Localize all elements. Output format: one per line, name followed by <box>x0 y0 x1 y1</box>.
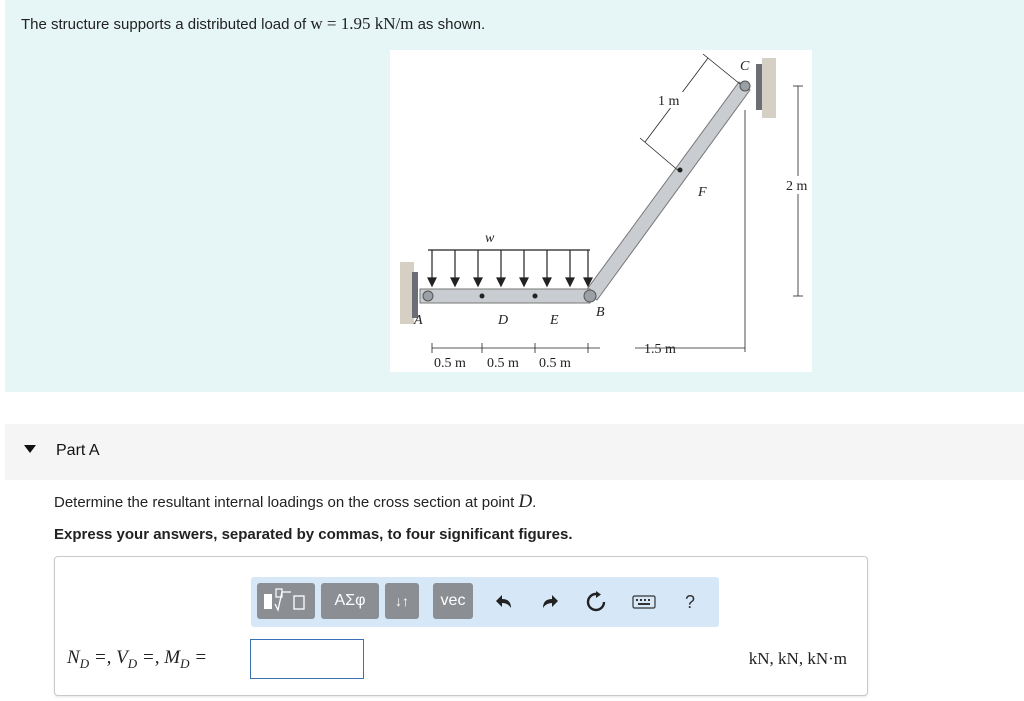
equals-sign: = <box>189 647 208 668</box>
pin-b <box>584 290 596 302</box>
vec-label: vec <box>440 592 466 609</box>
structure-figure <box>390 50 812 372</box>
reset-icon[interactable] <box>583 590 609 614</box>
answer-panel <box>54 556 868 696</box>
member-bc <box>585 82 750 300</box>
problem-statement <box>21 14 485 34</box>
dim-inclined: 1 m <box>658 94 680 109</box>
answer-input[interactable] <box>250 639 364 679</box>
left-wall <box>400 262 414 324</box>
greek-symbols-button[interactable] <box>321 583 379 619</box>
load-arrows <box>428 250 592 286</box>
statement-prefix: The structure supports a distributed load of <box>21 16 311 33</box>
pin-c <box>740 81 750 91</box>
redo-icon[interactable] <box>537 590 563 614</box>
dim-vertical: 2 m <box>786 179 808 194</box>
load-label: w <box>485 231 495 246</box>
label-a: A <box>414 313 423 328</box>
part-a-title: Part A <box>56 442 100 459</box>
subscript-superscript-button[interactable] <box>385 583 419 619</box>
vector-button[interactable] <box>433 583 473 619</box>
problem-panel <box>5 0 1024 392</box>
question-end: . <box>532 494 537 511</box>
help-button[interactable] <box>677 590 703 614</box>
answer-instruction: Express your answers, separated by commas, to four significant figures. <box>54 526 573 543</box>
greek-symbols-label: ΑΣφ <box>334 592 366 609</box>
v-subscript: D <box>127 655 138 671</box>
m-subscript: D <box>180 655 190 671</box>
n-subscript: D <box>79 655 90 671</box>
question-point: D <box>518 491 533 512</box>
arrows-label: ↓↑ <box>395 593 409 609</box>
m-symbol: M <box>164 647 181 668</box>
dim-seg1: 0.5 m <box>434 356 466 371</box>
statement-suffix: as shown. <box>413 16 486 33</box>
point-d-dot <box>480 294 485 299</box>
answer-units: kN, kN, kN·m <box>748 649 847 668</box>
dim-horizontal: 1.5 m <box>644 342 676 357</box>
label-d: D <box>498 313 509 328</box>
label-b: B <box>596 305 605 320</box>
sep-1: =, <box>89 647 117 668</box>
point-e-dot <box>533 294 538 299</box>
part-a-header[interactable] <box>5 424 1024 480</box>
dim-seg2: 0.5 m <box>487 356 519 371</box>
right-wall <box>762 58 776 118</box>
load-value: w = 1.95 kN/m <box>310 14 414 33</box>
dim-seg3: 0.5 m <box>539 356 571 371</box>
question-text <box>54 491 536 513</box>
label-c: C <box>740 59 750 74</box>
templates-icon <box>261 588 311 614</box>
left-wall-plate <box>412 272 418 318</box>
answer-variables-label <box>67 647 207 672</box>
keyboard-icon[interactable] <box>631 590 657 614</box>
collapse-triangle-icon[interactable] <box>24 445 36 453</box>
question-body: Determine the resultant internal loadings on the cross section at point <box>54 494 519 511</box>
v-symbol: V <box>116 647 128 668</box>
undo-icon[interactable] <box>491 590 517 614</box>
pin-a <box>423 291 433 301</box>
math-toolbar <box>251 577 719 627</box>
member-ab <box>420 289 590 303</box>
help-label: ? <box>684 591 695 612</box>
label-f: F <box>698 185 707 200</box>
structure-diagram <box>390 50 812 372</box>
n-symbol: N <box>67 647 80 668</box>
right-wall-plate <box>756 64 762 110</box>
label-e: E <box>550 313 559 328</box>
sep-2: =, <box>137 647 165 668</box>
templates-button[interactable] <box>257 583 315 619</box>
